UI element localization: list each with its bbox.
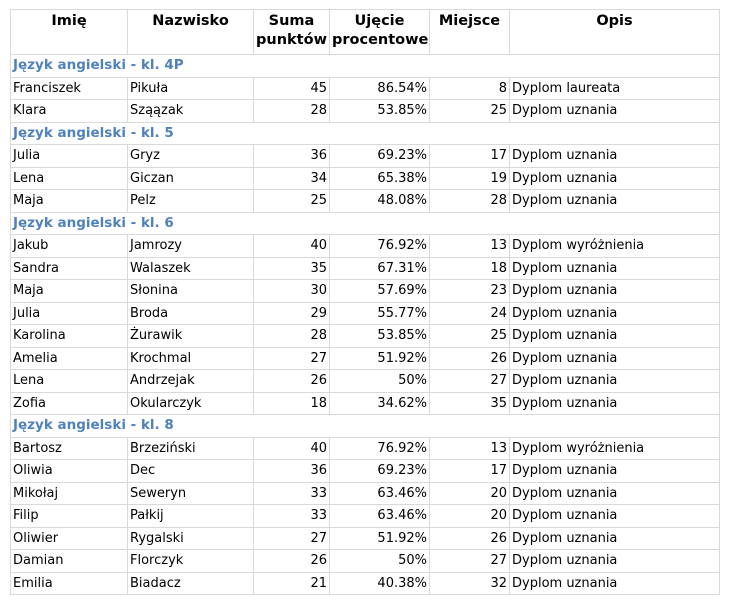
results-body xyxy=(11,55,720,595)
results-table-container xyxy=(10,9,720,595)
cell-percent: 65.38% xyxy=(330,167,430,190)
cell-points: 25 xyxy=(254,190,330,213)
table-row xyxy=(11,77,720,100)
cell-description: Dyplom uznania xyxy=(510,145,720,168)
cell-description: Dyplom uznania xyxy=(510,527,720,550)
cell-place: 26 xyxy=(430,527,510,550)
table-row xyxy=(11,280,720,303)
header-last-name: Nazwisko xyxy=(128,10,254,55)
cell-points: 40 xyxy=(254,437,330,460)
cell-last-name: Broda xyxy=(128,302,254,325)
cell-place: 18 xyxy=(430,257,510,280)
cell-last-name: Dec xyxy=(128,460,254,483)
cell-last-name: Krochmal xyxy=(128,347,254,370)
table-row xyxy=(11,505,720,528)
cell-percent: 69.23% xyxy=(330,145,430,168)
cell-last-name: Walaszek xyxy=(128,257,254,280)
header-place: Miejsce xyxy=(430,10,510,55)
table-row xyxy=(11,572,720,595)
header-points: Suma punktów xyxy=(254,10,330,55)
cell-first-name: Jakub xyxy=(11,235,128,258)
cell-description: Dyplom uznania xyxy=(510,257,720,280)
cell-place: 24 xyxy=(430,302,510,325)
table-row xyxy=(11,167,720,190)
cell-percent: 51.92% xyxy=(330,347,430,370)
cell-percent: 76.92% xyxy=(330,437,430,460)
results-table xyxy=(10,9,720,595)
cell-percent: 50% xyxy=(330,550,430,573)
cell-percent: 57.69% xyxy=(330,280,430,303)
cell-percent: 48.08% xyxy=(330,190,430,213)
cell-description: Dyplom wyróżnienia xyxy=(510,437,720,460)
cell-first-name: Oliwia xyxy=(11,460,128,483)
cell-place: 20 xyxy=(430,505,510,528)
cell-points: 28 xyxy=(254,100,330,123)
cell-first-name: Damian xyxy=(11,550,128,573)
cell-points: 34 xyxy=(254,167,330,190)
cell-points: 36 xyxy=(254,460,330,483)
cell-last-name: Seweryn xyxy=(128,482,254,505)
cell-points: 26 xyxy=(254,370,330,393)
cell-first-name: Maja xyxy=(11,190,128,213)
cell-description: Dyplom laureata xyxy=(510,77,720,100)
section-header-row xyxy=(11,415,720,438)
cell-first-name: Sandra xyxy=(11,257,128,280)
section-title: Język angielski - kl. 6 xyxy=(11,212,720,235)
cell-description: Dyplom uznania xyxy=(510,302,720,325)
cell-description: Dyplom uznania xyxy=(510,100,720,123)
cell-points: 40 xyxy=(254,235,330,258)
cell-percent: 34.62% xyxy=(330,392,430,415)
header-percent: Ujęcie procentowe xyxy=(330,10,430,55)
cell-last-name: Brzeziński xyxy=(128,437,254,460)
section-header-row xyxy=(11,212,720,235)
cell-percent: 63.46% xyxy=(330,482,430,505)
cell-place: 13 xyxy=(430,437,510,460)
cell-first-name: Bartosz xyxy=(11,437,128,460)
cell-description: Dyplom uznania xyxy=(510,370,720,393)
cell-percent: 50% xyxy=(330,370,430,393)
cell-place: 32 xyxy=(430,572,510,595)
cell-place: 27 xyxy=(430,550,510,573)
cell-percent: 69.23% xyxy=(330,460,430,483)
cell-percent: 63.46% xyxy=(330,505,430,528)
cell-points: 21 xyxy=(254,572,330,595)
cell-first-name: Oliwier xyxy=(11,527,128,550)
cell-percent: 53.85% xyxy=(330,325,430,348)
cell-percent: 76.92% xyxy=(330,235,430,258)
section-title: Język angielski - kl. 5 xyxy=(11,122,720,145)
table-row xyxy=(11,527,720,550)
cell-points: 26 xyxy=(254,550,330,573)
cell-percent: 51.92% xyxy=(330,527,430,550)
cell-last-name: Pałkij xyxy=(128,505,254,528)
cell-first-name: Zofia xyxy=(11,392,128,415)
cell-points: 33 xyxy=(254,505,330,528)
table-row xyxy=(11,437,720,460)
table-row xyxy=(11,302,720,325)
cell-place: 25 xyxy=(430,100,510,123)
header-row xyxy=(11,10,720,55)
cell-first-name: Amelia xyxy=(11,347,128,370)
header-first-name: Imię xyxy=(11,10,128,55)
cell-place: 20 xyxy=(430,482,510,505)
cell-last-name: Żurawik xyxy=(128,325,254,348)
cell-points: 33 xyxy=(254,482,330,505)
cell-place: 19 xyxy=(430,167,510,190)
cell-place: 26 xyxy=(430,347,510,370)
cell-points: 45 xyxy=(254,77,330,100)
section-title: Język angielski - kl. 4P xyxy=(11,55,720,78)
cell-last-name: Andrzejak xyxy=(128,370,254,393)
cell-last-name: Rygalski xyxy=(128,527,254,550)
cell-first-name: Maja xyxy=(11,280,128,303)
cell-percent: 67.31% xyxy=(330,257,430,280)
cell-first-name: Filip xyxy=(11,505,128,528)
cell-description: Dyplom uznania xyxy=(510,167,720,190)
cell-first-name: Karolina xyxy=(11,325,128,348)
cell-percent: 55.77% xyxy=(330,302,430,325)
table-row xyxy=(11,482,720,505)
table-row xyxy=(11,347,720,370)
table-row xyxy=(11,190,720,213)
section-header-row xyxy=(11,55,720,78)
cell-last-name: Biadacz xyxy=(128,572,254,595)
table-row xyxy=(11,325,720,348)
cell-description: Dyplom uznania xyxy=(510,392,720,415)
cell-points: 29 xyxy=(254,302,330,325)
cell-description: Dyplom uznania xyxy=(510,572,720,595)
cell-first-name: Julia xyxy=(11,145,128,168)
table-row xyxy=(11,235,720,258)
cell-place: 8 xyxy=(430,77,510,100)
section-title: Język angielski - kl. 8 xyxy=(11,415,720,438)
cell-last-name: Giczan xyxy=(128,167,254,190)
cell-points: 27 xyxy=(254,527,330,550)
cell-place: 17 xyxy=(430,460,510,483)
cell-place: 23 xyxy=(430,280,510,303)
cell-points: 18 xyxy=(254,392,330,415)
cell-description: Dyplom uznania xyxy=(510,280,720,303)
cell-description: Dyplom wyróżnienia xyxy=(510,235,720,258)
cell-first-name: Lena xyxy=(11,167,128,190)
table-row xyxy=(11,550,720,573)
cell-percent: 40.38% xyxy=(330,572,430,595)
table-row xyxy=(11,100,720,123)
table-row xyxy=(11,257,720,280)
cell-description: Dyplom uznania xyxy=(510,460,720,483)
cell-description: Dyplom uznania xyxy=(510,550,720,573)
cell-first-name: Julia xyxy=(11,302,128,325)
cell-place: 35 xyxy=(430,392,510,415)
cell-last-name: Okularczyk xyxy=(128,392,254,415)
table-row xyxy=(11,145,720,168)
table-row xyxy=(11,370,720,393)
cell-description: Dyplom uznania xyxy=(510,325,720,348)
cell-place: 25 xyxy=(430,325,510,348)
cell-last-name: Sząązak xyxy=(128,100,254,123)
cell-place: 28 xyxy=(430,190,510,213)
cell-points: 30 xyxy=(254,280,330,303)
cell-last-name: Jamrozy xyxy=(128,235,254,258)
cell-percent: 86.54% xyxy=(330,77,430,100)
cell-place: 27 xyxy=(430,370,510,393)
cell-points: 36 xyxy=(254,145,330,168)
cell-points: 35 xyxy=(254,257,330,280)
table-row xyxy=(11,392,720,415)
header-description: Opis xyxy=(510,10,720,55)
cell-points: 28 xyxy=(254,325,330,348)
cell-last-name: Pikuła xyxy=(128,77,254,100)
cell-percent: 53.85% xyxy=(330,100,430,123)
cell-first-name: Mikołaj xyxy=(11,482,128,505)
cell-place: 13 xyxy=(430,235,510,258)
cell-description: Dyplom uznania xyxy=(510,482,720,505)
cell-last-name: Gryz xyxy=(128,145,254,168)
table-row xyxy=(11,460,720,483)
cell-first-name: Emilia xyxy=(11,572,128,595)
cell-last-name: Słonina xyxy=(128,280,254,303)
section-header-row xyxy=(11,122,720,145)
cell-description: Dyplom uznania xyxy=(510,505,720,528)
cell-last-name: Florczyk xyxy=(128,550,254,573)
cell-place: 17 xyxy=(430,145,510,168)
cell-first-name: Lena xyxy=(11,370,128,393)
cell-first-name: Franciszek xyxy=(11,77,128,100)
cell-points: 27 xyxy=(254,347,330,370)
cell-description: Dyplom uznania xyxy=(510,347,720,370)
cell-description: Dyplom uznania xyxy=(510,190,720,213)
cell-last-name: Pelz xyxy=(128,190,254,213)
cell-first-name: Klara xyxy=(11,100,128,123)
